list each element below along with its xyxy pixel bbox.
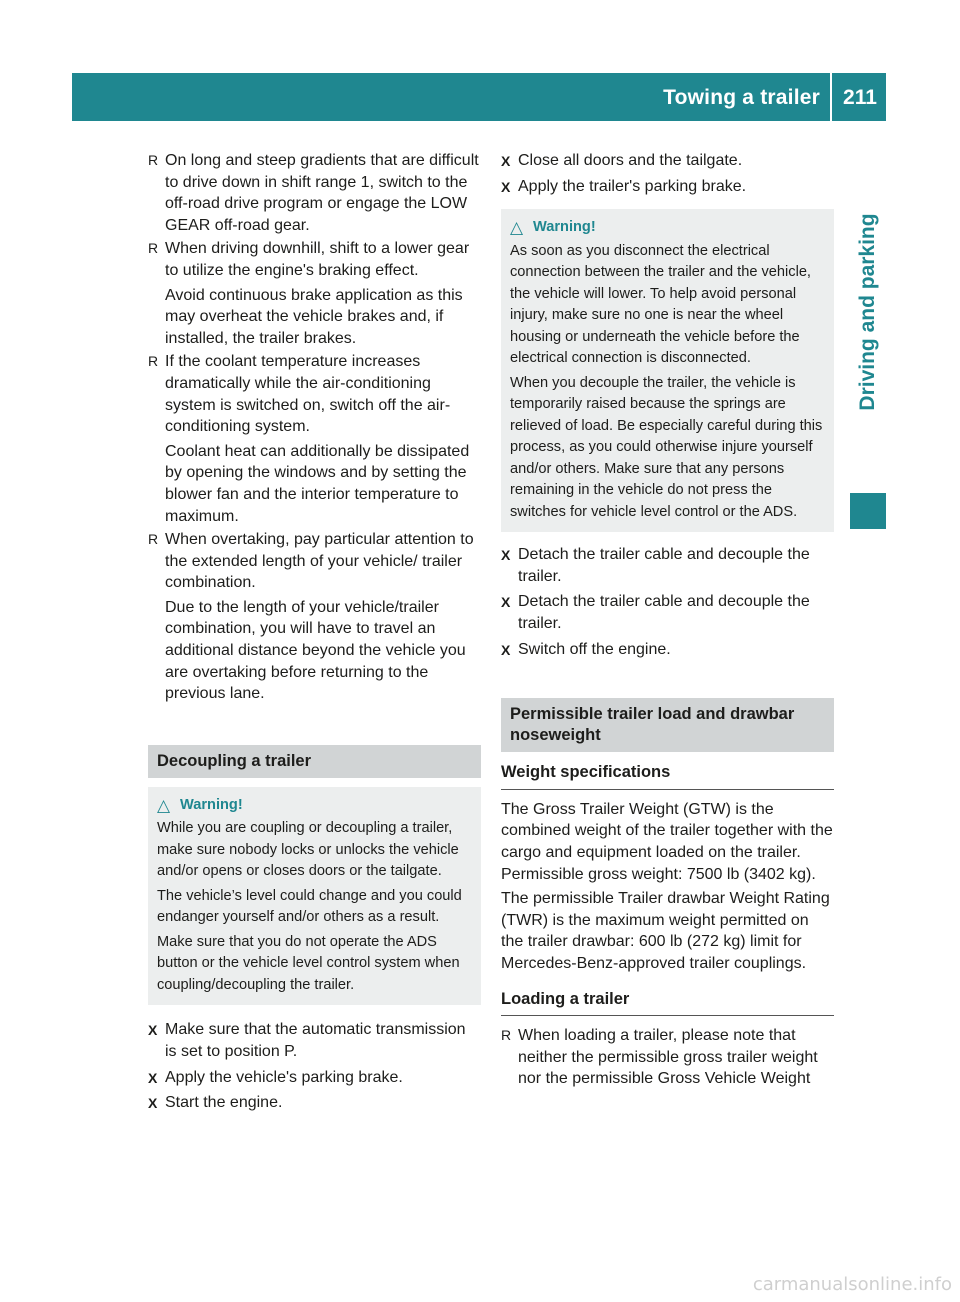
step-text: Detach the trailer cable and decouple the trailer. [518, 593, 810, 632]
step-list [148, 1019, 481, 1113]
bullet-text: When loading a trailer, please note that neither the permissible gross trailer weight nor the permissible Gross Vehicle Weight [518, 1027, 818, 1088]
step-item [148, 1092, 481, 1114]
page-number: 211 [843, 86, 877, 109]
header-separator [830, 73, 832, 121]
step-arrow-icon: X [148, 1095, 158, 1112]
step-item [501, 591, 834, 634]
warning-text: Make sure that you do not operate the ADS button or the vehicle level control system when coupling/decoupling the trailer. [157, 933, 460, 993]
step-text: Apply the vehicle's parking brake. [165, 1068, 403, 1086]
bullet-icon: R [148, 240, 159, 257]
step-arrow-icon: X [148, 1022, 158, 1039]
right-column [501, 150, 834, 1092]
warning-box [148, 787, 481, 1006]
warning-text: As soon as you disconnect the electrical connection between the trailer and the vehicle, the vehicle will lower. To help avoid personal injury, make sure no one is near the wheel housing or underneath the vehicle before the electrical connection is disconnected. [510, 242, 811, 367]
step-arrow-icon: X [501, 641, 511, 658]
bullet-text: When overtaking, pay particular attention to the extended length of your vehicle/ trailer combination. [165, 531, 474, 592]
step-arrow-icon: X [501, 594, 511, 611]
bullet-text: Avoid continuous brake application as this may overheat the vehicle brakes and, if installed, the trailer brakes. [165, 286, 463, 347]
warning-title [510, 217, 825, 239]
bullet-text: Due to the length of your vehicle/trailer combination, you will have to travel an additional distance beyond the vehicle you are overtaking before returning to the previous lane. [165, 598, 466, 703]
page-header [72, 73, 886, 121]
bullet-icon: R [148, 152, 159, 168]
bullet-text: On long and steep gradients that are difficult to drive down in shift range 1, switch to the off-road drive program or engage the LOW GEAR off-road gear. [165, 152, 479, 234]
watermark: carmanualsonline.info [752, 1274, 952, 1296]
warning-triangle-icon: △ [157, 795, 171, 815]
step-arrow-icon: X [148, 1069, 158, 1086]
bullet-item [501, 1025, 834, 1090]
step-text: Close all doors and the tailgate. [518, 152, 743, 169]
body-text: The Gross Trailer Weight (GTW) is the combined weight of the trailer together with the cargo and equipment loaded on the trailer. Permissible gross weight: 7500 lb (3402 kg). [501, 800, 833, 883]
subsection-heading: Loading a trailer [501, 989, 834, 1017]
bullet-icon: R [148, 353, 159, 370]
section-heading: Decoupling a trailer [148, 745, 481, 778]
chapter-title: Towing a trailer [663, 86, 820, 109]
step-text: Switch off the engine. [518, 640, 671, 658]
step-item [148, 1067, 481, 1089]
bullet-text: Coolant heat can additionally be dissipated by opening the windows and by setting the blower fan and the interior temperature to maximum. [165, 442, 470, 525]
warning-text: When you decouple the trailer, the vehicle is temporarily raised because the springs are relieved of load. Be especially careful during this process, as you could otherwise injure yourself and/or others. Make sure that any persons remaining in the vehicle do not press the switches for vehicle level control or the ADS. [510, 374, 823, 520]
step-text: Start the engine. [165, 1094, 283, 1112]
bullet-icon: R [148, 531, 159, 548]
step-item [148, 1019, 481, 1062]
bullet-text: If the coolant temperature increases dramatically while the air-conditioning system is switched on, switch off the air-conditioning system. [165, 353, 451, 436]
step-arrow-icon: X [501, 178, 511, 195]
side-tab-marker [850, 493, 886, 529]
step-text: Make sure that the automatic transmission is set to position P. [165, 1021, 466, 1060]
step-item [501, 150, 834, 172]
bullet-item [148, 351, 481, 527]
step-text: Detach the trailer cable and decouple the trailer. [518, 546, 810, 585]
bullet-item [148, 529, 481, 705]
warning-triangle-icon: △ [510, 218, 524, 238]
warning-title-text: Warning! [180, 796, 243, 813]
step-list [501, 544, 834, 660]
step-arrow-icon: X [501, 547, 511, 564]
warning-title-text: Warning! [533, 219, 596, 236]
warning-text: While you are coupling or decoupling a trailer, make sure nobody locks or unlocks the vehicle and/or opens or closes doors or the tailgate. [157, 820, 459, 880]
body-text: The permissible Trailer drawbar Weight Rating (TWR) is the maximum weight permitted on the trailer drawbar: 600 lb (272 kg) limit for Mercedes-Benz-approved trailer couplings. [501, 890, 830, 972]
bullet-icon: R [501, 1027, 512, 1044]
left-column [148, 150, 481, 1118]
bullet-text: When driving downhill, shift to a lower gear to utilize the engine's braking effect. [165, 240, 470, 279]
step-item [501, 544, 834, 587]
warning-title [157, 795, 472, 817]
step-item [501, 639, 834, 661]
subsection-heading: Weight specifications [501, 762, 834, 790]
side-tab [850, 136, 886, 488]
warning-text: The vehicle’s level could change and you could endanger yourself and/or others as a result. [157, 887, 462, 926]
section-heading: Permissible trailer load and drawbar noseweight [501, 698, 834, 752]
warning-box [501, 209, 834, 532]
step-text: Apply the trailer's parking brake. [518, 177, 747, 195]
bullet-item [148, 238, 481, 349]
step-item [501, 176, 834, 198]
step-arrow-icon: X [501, 153, 511, 169]
side-tab-label: Driving and parking [856, 213, 880, 411]
bullet-item [148, 150, 481, 236]
